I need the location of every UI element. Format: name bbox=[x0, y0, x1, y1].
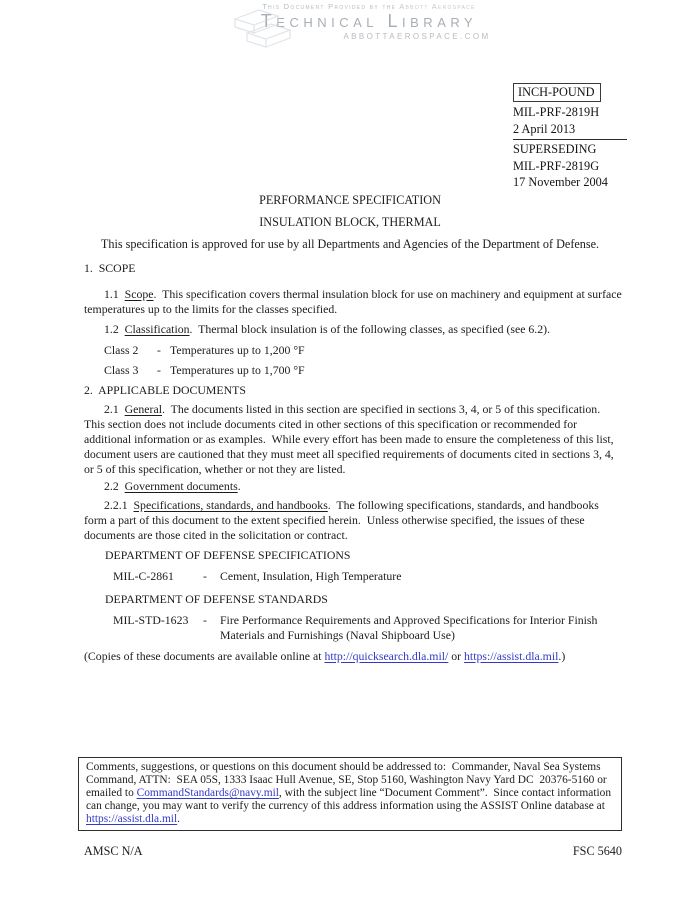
provided-by-line bbox=[38, 2, 700, 11]
technical-library-title: Technical Library bbox=[260, 11, 478, 31]
standard-id: MIL-STD-1623 bbox=[113, 613, 189, 627]
copies-middle: or bbox=[448, 649, 465, 663]
command-standards-email-link[interactable]: CommandStandards@navy.mil bbox=[136, 787, 279, 799]
standard-reference-row bbox=[113, 613, 622, 643]
para-1-2 bbox=[84, 322, 622, 337]
class-description: Temperatures up to 1,200 °F bbox=[170, 343, 305, 357]
previous-spec-date: 17 November 2004 bbox=[513, 175, 608, 190]
para-text: . Thermal block insulation is of the following classes, as specified (see 6.2). bbox=[189, 322, 551, 336]
document-id-block bbox=[513, 83, 627, 190]
para-text: . This specification covers thermal insulation block for use on machinery and equipment at surface temperatures up to the limits for the classes specified. bbox=[84, 287, 625, 316]
spec-date: 2 April 2013 bbox=[513, 121, 576, 136]
spec-number: MIL-PRF-2819H bbox=[513, 105, 600, 120]
class-label: Class 3 bbox=[104, 363, 139, 377]
abbott-aerospace-brand: Abbott Aerospace bbox=[399, 2, 476, 11]
comments-text: , with the subject line “Document Comment”. Since contact information can change, you may want to verify the currency of this address information using the ASSIST Online database at bbox=[86, 787, 614, 812]
standard-title: Fire Performance Requirements and Approved Specifications for Interior Finish Materials and Furnishings (Naval Shipboard Use) bbox=[220, 613, 598, 642]
document-body bbox=[84, 261, 625, 664]
class-3-row bbox=[104, 363, 622, 378]
para-text: . bbox=[237, 479, 241, 493]
superseding-divider bbox=[513, 139, 627, 140]
dod-standards-heading: DEPARTMENT OF DEFENSE STANDARDS bbox=[105, 592, 328, 606]
para-number: 2.1 bbox=[104, 402, 125, 416]
section-2-heading: 2. APPLICABLE DOCUMENTS bbox=[84, 383, 246, 397]
para-1-1 bbox=[84, 287, 625, 317]
previous-spec-number: MIL-PRF-2819G bbox=[513, 158, 600, 173]
approval-statement: This specification is approved for use by all Departments and Agencies of the Department of Defense. bbox=[100, 237, 600, 251]
website-text: ABBOTTAEROSPACE.COM bbox=[343, 32, 491, 41]
class-label: Class 2 bbox=[104, 343, 139, 357]
copies-availability-note bbox=[84, 649, 622, 664]
para-lead: General bbox=[124, 402, 162, 416]
document-type-title: PERFORMANCE SPECIFICATION bbox=[259, 193, 441, 207]
page-footer bbox=[84, 844, 622, 859]
copies-suffix: .) bbox=[558, 649, 566, 663]
amsc-code: AMSC N/A bbox=[84, 844, 143, 858]
class-2-row bbox=[104, 343, 622, 358]
spec-reference-row bbox=[113, 569, 622, 584]
para-number: 1.1 bbox=[104, 287, 125, 301]
assist-database-link[interactable]: https://assist.dla.mil bbox=[86, 813, 178, 825]
para-number: 1.2 bbox=[104, 322, 125, 336]
comments-address-box bbox=[78, 757, 622, 831]
spec-id: MIL-C-2861 bbox=[113, 569, 174, 583]
dash-separator: - bbox=[203, 613, 207, 627]
para-text: . The documents listed in this section are specified in sections 3, 4, or 5 of this specification. This section does not include documents cited in other sections of this specification or recommended for additional information or as examples. While every effort has been made to ensure the completeness of this list, document users are cautioned that they must meet all specified requirements of documents cited in sections 3, 4, or 5 of this specification, whether or not they are listed. bbox=[84, 402, 617, 476]
para-number: 2.2.1 bbox=[104, 498, 134, 512]
para-2-1 bbox=[84, 402, 622, 477]
section-1-heading: 1. SCOPE bbox=[84, 261, 136, 275]
technical-library-header bbox=[0, 2, 700, 41]
class-description: Temperatures up to 1,700 °F bbox=[170, 363, 305, 377]
para-text: . The following specifications, standards, and handbooks form a part of this document to the extent specified herein. Unless otherwise specified, the issues of these documents are those cited in the solicitation or contract. bbox=[84, 498, 602, 542]
para-lead: Scope bbox=[124, 287, 154, 301]
para-lead: Government documents bbox=[124, 479, 238, 493]
para-2-2-1 bbox=[84, 498, 622, 543]
para-2-2 bbox=[84, 479, 622, 494]
comments-text: Comments, suggestions, or questions on this document should be addressed to: Commander, Naval Sea Systems Command, ATTN: SEA 05S, 1333 Isaac Hull Avenue, SE, Stop 5160, Washington Navy Yard DC 20376-5160 or emailed to bbox=[86, 761, 610, 799]
assist-link[interactable]: https://assist.dla.mil bbox=[464, 649, 559, 663]
para-lead: Classification bbox=[124, 322, 190, 336]
dod-specifications-heading: DEPARTMENT OF DEFENSE SPECIFICATIONS bbox=[105, 548, 351, 562]
document-title: INSULATION BLOCK, THERMAL bbox=[259, 215, 441, 229]
para-lead: Specifications, standards, and handbooks bbox=[133, 498, 328, 512]
title-block bbox=[0, 193, 700, 252]
superseding-label: SUPERSEDING bbox=[513, 142, 597, 157]
quicksearch-link[interactable]: http://quicksearch.dla.mil/ bbox=[324, 649, 449, 663]
provided-by-text: This Document Provided by the bbox=[262, 2, 400, 11]
fsc-code: FSC 5640 bbox=[572, 844, 622, 858]
dash-separator: - bbox=[157, 363, 161, 377]
para-number: 2.2 bbox=[104, 479, 125, 493]
spec-title: Cement, Insulation, High Temperature bbox=[220, 569, 402, 583]
inch-pound-badge: INCH-POUND bbox=[513, 83, 601, 102]
copies-prefix: (Copies of these documents are available online at bbox=[84, 649, 325, 663]
dash-separator: - bbox=[203, 569, 207, 583]
dash-separator: - bbox=[157, 343, 161, 357]
comments-suffix: . bbox=[177, 813, 180, 825]
abbott-cube-logo-icon bbox=[233, 5, 295, 62]
